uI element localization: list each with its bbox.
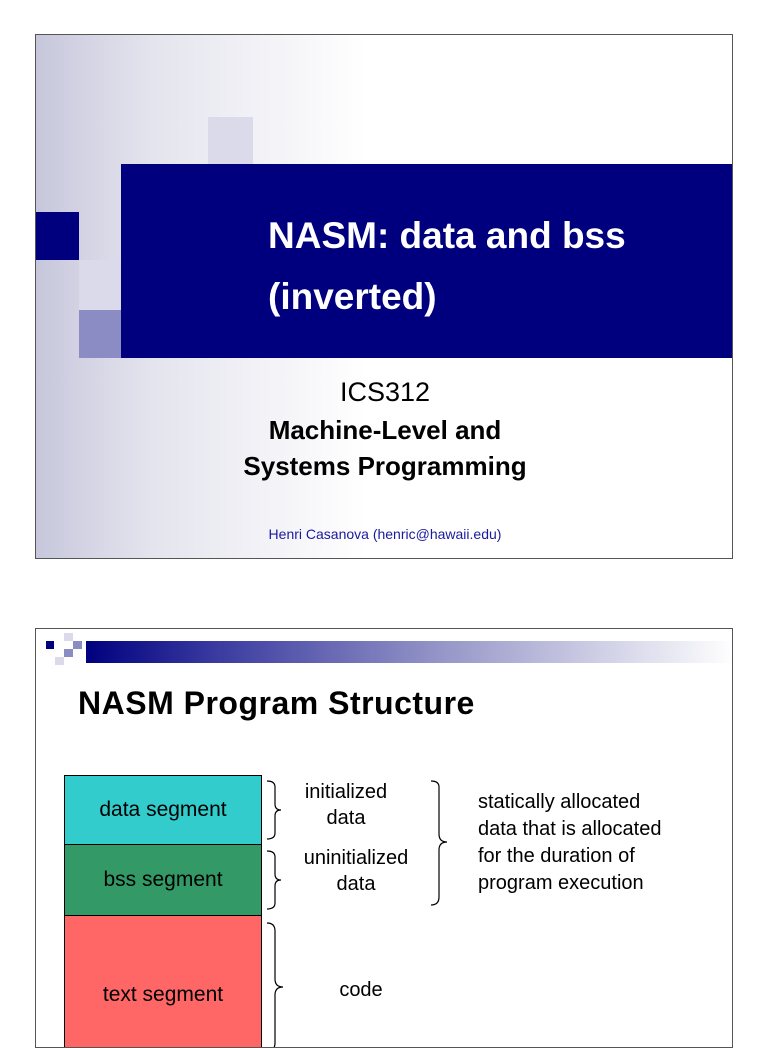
right-brace-icon (267, 923, 283, 1048)
uninitialized-data-label: uninitialized data (303, 847, 409, 895)
course-title-line-1: Machine-Level and (268, 415, 502, 445)
text-segment-label: text segment (102, 983, 224, 1006)
left-brace-icon (431, 781, 447, 905)
course-title-line-2: Systems Programming (243, 451, 527, 481)
code-label: code (339, 979, 383, 1001)
deco-square (36, 212, 79, 260)
static-allocation-note: statically allocated data that is allocated for the duration of program execution (478, 791, 662, 894)
deco-square (208, 117, 253, 164)
slide-title (268, 205, 728, 327)
title-line-2: (inverted) (268, 276, 437, 317)
bss-segment-label: bss segment (103, 868, 223, 891)
title-slide (35, 34, 733, 559)
title-line-1: NASM: data and bss (268, 215, 626, 256)
slide-title: NASM Program Structure (78, 685, 475, 721)
data-segment-label: data segment (99, 798, 227, 821)
initialized-data-label: initialized data (304, 781, 388, 829)
deco-square (79, 310, 122, 358)
author-credit: Henri Casanova (henric@hawaii.edu) (268, 526, 502, 542)
right-brace-icon (267, 781, 281, 839)
deco-square (79, 260, 122, 310)
structure-slide (35, 628, 733, 1048)
right-brace-icon (267, 851, 281, 909)
course-code: ICS312 (339, 377, 431, 407)
